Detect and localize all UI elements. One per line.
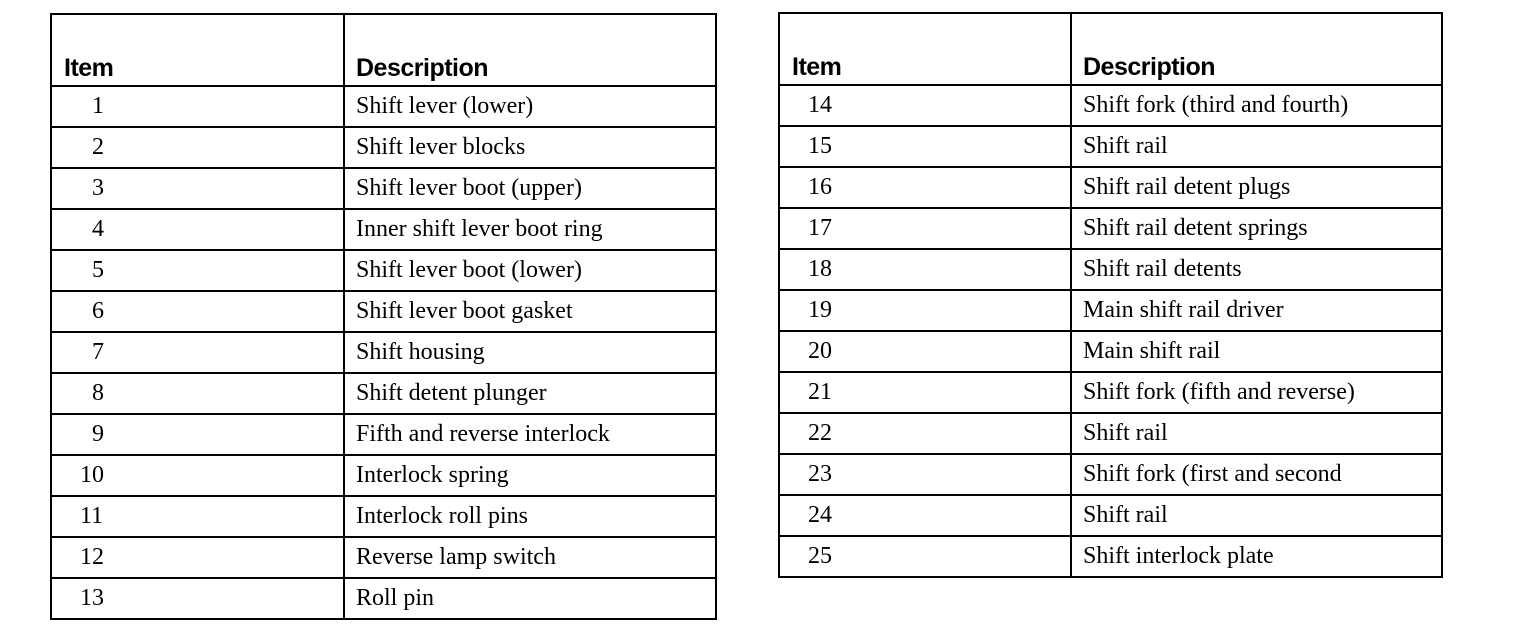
item-number-cell: 19 xyxy=(779,290,1071,331)
item-description-cell: Shift rail detent springs xyxy=(1071,208,1442,249)
item-number-cell: 21 xyxy=(779,372,1071,413)
item-description-cell: Shift rail xyxy=(1071,413,1442,454)
item-description-cell: Shift lever boot gasket xyxy=(344,291,716,332)
item-number-cell: 1 xyxy=(51,86,344,127)
item-description-cell: Fifth and reverse interlock xyxy=(344,414,716,455)
parts-table-right xyxy=(778,12,1443,578)
item-number-cell: 10 xyxy=(51,455,344,496)
item-description-cell: Inner shift lever boot ring xyxy=(344,209,716,250)
item-description-cell: Shift detent plunger xyxy=(344,373,716,414)
table-row xyxy=(779,536,1442,577)
item-description-cell: Shift lever boot (upper) xyxy=(344,168,716,209)
item-description-cell: Shift interlock plate xyxy=(1071,536,1442,577)
item-number-cell: 9 xyxy=(51,414,344,455)
item-description-cell: Main shift rail driver xyxy=(1071,290,1442,331)
item-number-cell: 17 xyxy=(779,208,1071,249)
item-number-cell: 15 xyxy=(779,126,1071,167)
item-description-cell: Shift lever (lower) xyxy=(344,86,716,127)
table-row xyxy=(779,454,1442,495)
item-number-cell: 14 xyxy=(779,85,1071,126)
item-description-cell: Shift rail detents xyxy=(1071,249,1442,290)
item-description-cell: Shift fork (first and second xyxy=(1071,454,1442,495)
table-row xyxy=(51,168,716,209)
item-description-cell: Interlock roll pins xyxy=(344,496,716,537)
table-row xyxy=(51,250,716,291)
table-row xyxy=(51,209,716,250)
item-number-cell: 25 xyxy=(779,536,1071,577)
item-number-cell: 16 xyxy=(779,167,1071,208)
table-row xyxy=(51,537,716,578)
table-row xyxy=(779,85,1442,126)
table-row xyxy=(51,455,716,496)
item-number-cell: 4 xyxy=(51,209,344,250)
item-number-cell: 12 xyxy=(51,537,344,578)
parts-table-left xyxy=(50,13,717,620)
table-row xyxy=(51,332,716,373)
table-row xyxy=(779,372,1442,413)
item-description-cell: Shift lever boot (lower) xyxy=(344,250,716,291)
item-number-cell: 8 xyxy=(51,373,344,414)
item-number-cell: 24 xyxy=(779,495,1071,536)
table-header-row xyxy=(779,13,1442,85)
item-description-cell: Shift fork (fifth and reverse) xyxy=(1071,372,1442,413)
item-description-cell: Shift rail xyxy=(1071,126,1442,167)
item-description-cell: Shift rail detent plugs xyxy=(1071,167,1442,208)
item-column-header: Item xyxy=(51,14,344,86)
description-column-header: Description xyxy=(344,14,716,86)
table-row xyxy=(51,373,716,414)
item-number-cell: 2 xyxy=(51,127,344,168)
item-description-cell: Shift rail xyxy=(1071,495,1442,536)
item-number-cell: 22 xyxy=(779,413,1071,454)
table-row xyxy=(779,495,1442,536)
table-row xyxy=(51,86,716,127)
item-description-cell: Shift fork (third and fourth) xyxy=(1071,85,1442,126)
item-column-header: Item xyxy=(779,13,1071,85)
table-row xyxy=(779,167,1442,208)
item-number-cell: 11 xyxy=(51,496,344,537)
table-row xyxy=(51,578,716,619)
table-row xyxy=(779,290,1442,331)
item-number-cell: 20 xyxy=(779,331,1071,372)
item-number-cell: 5 xyxy=(51,250,344,291)
table-row xyxy=(51,127,716,168)
table-row xyxy=(779,331,1442,372)
item-number-cell: 7 xyxy=(51,332,344,373)
table-row xyxy=(779,126,1442,167)
item-number-cell: 18 xyxy=(779,249,1071,290)
table-row xyxy=(779,208,1442,249)
item-description-cell: Reverse lamp switch xyxy=(344,537,716,578)
table-row xyxy=(779,413,1442,454)
item-description-cell: Main shift rail xyxy=(1071,331,1442,372)
table-row xyxy=(779,249,1442,290)
item-number-cell: 3 xyxy=(51,168,344,209)
item-description-cell: Roll pin xyxy=(344,578,716,619)
item-description-cell: Interlock spring xyxy=(344,455,716,496)
item-number-cell: 23 xyxy=(779,454,1071,495)
table-row xyxy=(51,414,716,455)
item-number-cell: 6 xyxy=(51,291,344,332)
item-description-cell: Shift lever blocks xyxy=(344,127,716,168)
table-row xyxy=(51,496,716,537)
description-column-header: Description xyxy=(1071,13,1442,85)
table-header-row xyxy=(51,14,716,86)
item-number-cell: 13 xyxy=(51,578,344,619)
item-description-cell: Shift housing xyxy=(344,332,716,373)
table-row xyxy=(51,291,716,332)
